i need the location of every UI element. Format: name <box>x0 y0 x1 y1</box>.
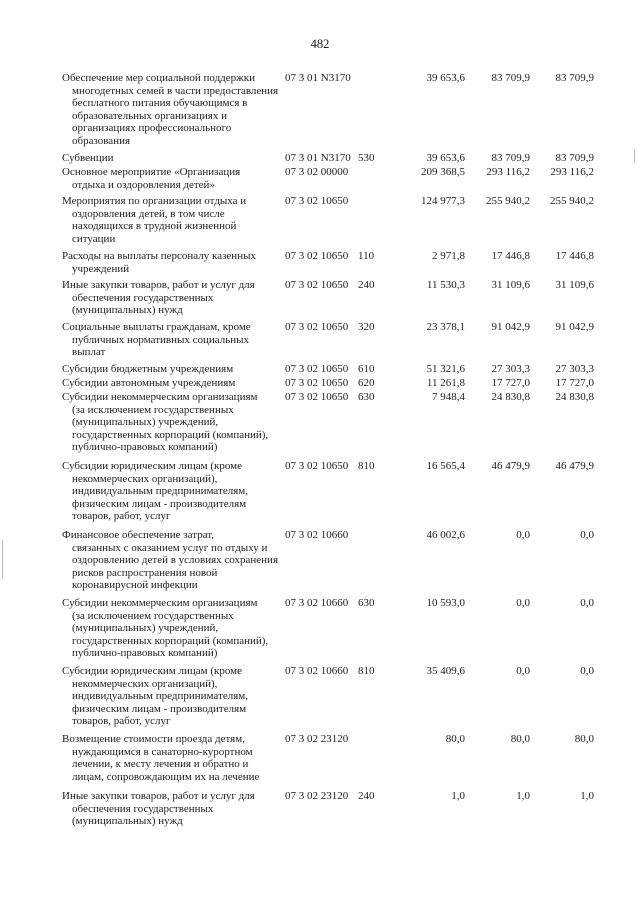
row-value-1: 124 977,3 <box>421 195 465 207</box>
row-target-code: 07 3 02 10650 <box>285 391 349 403</box>
row-name-first-line: Обеспечение мер социальной поддержки <box>62 72 255 84</box>
row-expense-type: 620 <box>358 377 375 389</box>
row-value-2: 293 116,2 <box>486 166 530 178</box>
row-value-1: 10 593,0 <box>426 597 465 609</box>
row-value-2: 80,0 <box>510 733 530 745</box>
row-value-1: 80,0 <box>445 733 465 745</box>
row-name <box>62 72 280 148</box>
row-target-code: 07 3 02 10660 <box>285 665 349 677</box>
row-name-continuation: некоммерческих организаций), индивидуальным предпринимателям, физическим лицам - производителям товаров, работ, услуг <box>72 472 248 523</box>
row-name-continuation: отдыха и оздоровления детей» <box>72 178 215 191</box>
row-value-1: 2 971,8 <box>432 250 465 262</box>
row-value-1: 39 653,6 <box>426 72 465 84</box>
row-value-3: 0,0 <box>580 665 594 677</box>
row-name-first-line: Субвенции <box>62 152 114 164</box>
row-value-3: 46 479,9 <box>555 460 594 472</box>
row-value-3: 24 830,8 <box>555 391 594 403</box>
row-expense-type: 530 <box>358 152 375 164</box>
row-value-3: 1,0 <box>580 790 594 802</box>
row-target-code: 07 3 02 00000 <box>285 166 349 178</box>
row-value-2: 255 940,2 <box>486 195 530 207</box>
row-target-code: 07 3 02 10660 <box>285 597 349 609</box>
row-name <box>62 529 280 592</box>
row-name <box>62 195 280 245</box>
scan-mark-right <box>634 150 635 162</box>
row-expense-type: 610 <box>358 363 375 375</box>
row-value-2: 17 446,8 <box>491 250 530 262</box>
row-name <box>62 790 280 828</box>
row-name-continuation: оздоровления детей, в том числе находящихся в трудной жизненной ситуации <box>72 207 237 245</box>
row-value-1: 35 409,6 <box>426 665 465 677</box>
row-value-3: 293 116,2 <box>550 166 594 178</box>
row-name <box>62 363 280 376</box>
page-number: 482 <box>310 37 330 51</box>
row-value-1: 51 321,6 <box>426 363 465 375</box>
row-name-first-line: Социальные выплаты гражданам, кроме <box>62 321 251 333</box>
row-name <box>62 279 280 317</box>
row-target-code: 07 3 02 10650 <box>285 250 349 262</box>
row-name-continuation: нуждающимся в санаторно-курортном лечении, к месту лечения и обратно и лицам, сопровождающим их на лечение <box>72 745 260 783</box>
row-expense-type: 240 <box>358 279 375 291</box>
row-expense-type: 630 <box>358 597 375 609</box>
row-value-1: 1,0 <box>451 790 465 802</box>
row-name-first-line: Иные закупки товаров, работ и услуг для <box>62 279 255 291</box>
row-name-continuation: связанных с оказанием услуг по отдыху и оздоровлению детей в условиях сохранения рисков распространения новой коронавирусной инфекции <box>72 541 279 592</box>
row-name-first-line: Субсидии некоммерческим организациям <box>62 597 258 609</box>
row-value-3: 17 727,0 <box>555 377 594 389</box>
row-value-3: 0,0 <box>580 529 594 541</box>
row-value-1: 7 948,4 <box>432 391 465 403</box>
row-name-first-line: Субсидии автономным учреждениям <box>62 377 236 389</box>
row-name <box>62 460 280 523</box>
row-name-first-line: Финансовое обеспечение затрат, <box>62 529 215 541</box>
row-name <box>62 321 280 359</box>
row-expense-type: 320 <box>358 321 375 333</box>
row-value-1: 11 261,8 <box>426 377 465 389</box>
row-target-code: 07 3 02 10650 <box>285 363 349 375</box>
row-value-2: 0,0 <box>516 665 530 677</box>
row-target-code: 07 3 02 23120 <box>285 790 349 802</box>
row-name <box>62 597 280 660</box>
row-name-first-line: Субсидии юридическим лицам (кроме <box>62 460 243 472</box>
row-name-continuation: многодетных семей в части предоставления бесплатного питания обучающимся в образовательных организациях и организациях профессионального образования <box>72 84 279 147</box>
row-value-2: 83 709,9 <box>491 152 530 164</box>
row-value-2: 0,0 <box>516 529 530 541</box>
row-expense-type: 810 <box>358 460 375 472</box>
scan-mark-left <box>2 540 3 578</box>
row-target-code: 07 3 02 10650 <box>285 377 349 389</box>
row-target-code: 07 3 01 N3170 <box>285 152 351 164</box>
row-target-code: 07 3 01 N3170 <box>285 72 351 84</box>
row-value-3: 31 109,6 <box>555 279 594 291</box>
row-name <box>62 733 280 783</box>
row-value-2: 27 303,3 <box>491 363 530 375</box>
row-value-2: 83 709,9 <box>491 72 530 84</box>
row-expense-type: 110 <box>358 250 375 262</box>
row-name <box>62 665 280 728</box>
row-name <box>62 391 280 454</box>
row-name-first-line: Основное мероприятие «Организация <box>62 166 241 178</box>
row-name-first-line: Субсидии юридическим лицам (кроме <box>62 665 243 677</box>
row-expense-type: 630 <box>358 391 375 403</box>
row-expense-type: 810 <box>358 665 375 677</box>
row-name-continuation: обеспечения государственных (муниципальных) нужд <box>72 802 214 828</box>
row-name-first-line: Иные закупки товаров, работ и услуг для <box>62 790 255 802</box>
row-target-code: 07 3 02 10650 <box>285 460 349 472</box>
row-value-2: 91 042,9 <box>491 321 530 333</box>
row-value-3: 0,0 <box>580 597 594 609</box>
row-value-3: 27 303,3 <box>555 363 594 375</box>
row-value-3: 80,0 <box>574 733 594 745</box>
row-target-code: 07 3 02 23120 <box>285 733 349 745</box>
row-name <box>62 152 280 165</box>
row-value-2: 24 830,8 <box>491 391 530 403</box>
row-value-2: 17 727,0 <box>491 377 530 389</box>
row-value-3: 255 940,2 <box>550 195 594 207</box>
row-value-2: 1,0 <box>516 790 530 802</box>
row-value-3: 91 042,9 <box>555 321 594 333</box>
row-value-2: 31 109,6 <box>491 279 530 291</box>
row-name-first-line: Возмещение стоимости проезда детям, <box>62 733 245 745</box>
row-name-continuation: обеспечения государственных (муниципальных) нужд <box>72 291 214 317</box>
row-value-1: 46 002,6 <box>426 529 465 541</box>
row-value-1: 39 653,6 <box>426 152 465 164</box>
row-target-code: 07 3 02 10660 <box>285 529 349 541</box>
row-name-continuation: (за исключением государственных (муниципальных) учреждений, государственных корпораций (компаний), публично-правовых компаний) <box>72 403 269 454</box>
row-value-3: 17 446,8 <box>555 250 594 262</box>
row-target-code: 07 3 02 10650 <box>285 321 349 333</box>
row-name-first-line: Расходы на выплаты персоналу казенных <box>62 250 256 262</box>
row-name-continuation: некоммерческих организаций), индивидуальным предпринимателям, физическим лицам - производителям товаров, работ, услуг <box>72 677 248 728</box>
row-name-continuation: учреждений <box>72 262 130 275</box>
row-value-3: 83 709,9 <box>555 152 594 164</box>
row-value-3: 83 709,9 <box>555 72 594 84</box>
row-value-1: 209 368,5 <box>421 166 465 178</box>
row-name <box>62 166 280 191</box>
row-expense-type: 240 <box>358 790 375 802</box>
row-name-first-line: Мероприятия по организации отдыха и <box>62 195 247 207</box>
row-name-first-line: Субсидии некоммерческим организациям <box>62 391 258 403</box>
row-value-2: 0,0 <box>516 597 530 609</box>
row-name <box>62 250 280 275</box>
row-name-continuation: (за исключением государственных (муниципальных) учреждений, государственных корпораций (компаний), публично-правовых компаний) <box>72 609 269 660</box>
row-value-1: 11 530,3 <box>426 279 465 291</box>
row-value-1: 16 565,4 <box>426 460 465 472</box>
row-value-1: 23 378,1 <box>426 321 465 333</box>
row-target-code: 07 3 02 10650 <box>285 279 349 291</box>
row-value-2: 46 479,9 <box>491 460 530 472</box>
row-target-code: 07 3 02 10650 <box>285 195 349 207</box>
row-name <box>62 377 280 390</box>
row-name-first-line: Субсидии бюджетным учреждениям <box>62 363 234 375</box>
row-name-continuation: публичных нормативных социальных выплат <box>72 333 250 359</box>
